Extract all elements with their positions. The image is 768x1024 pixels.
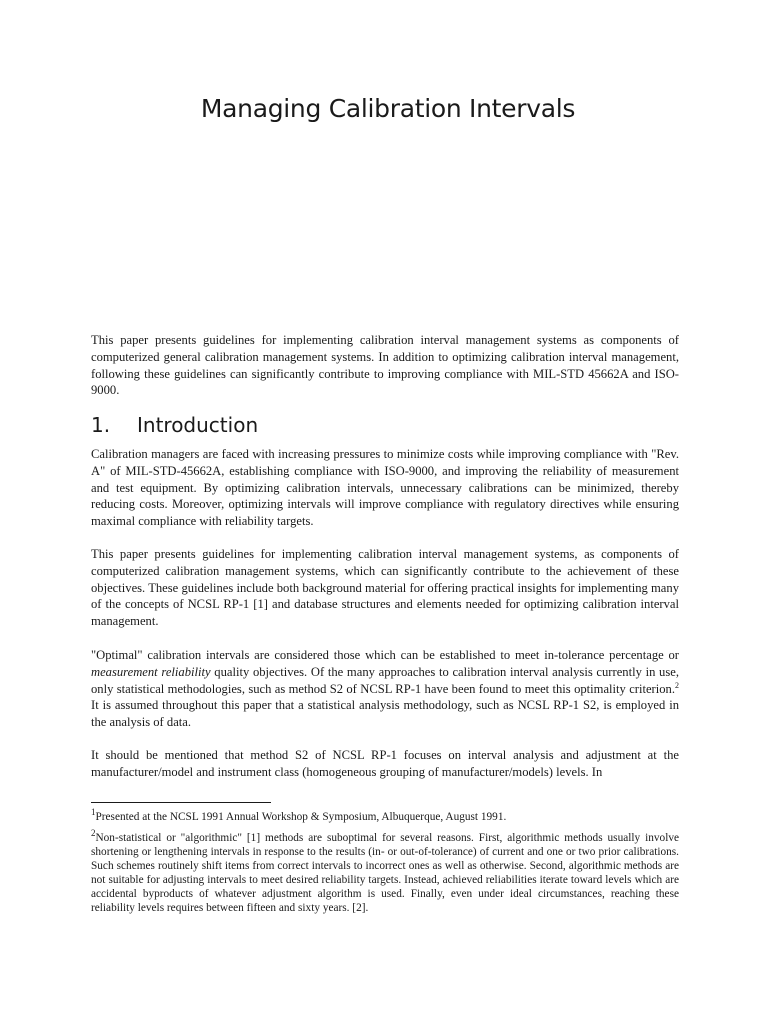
footnote-2 <box>91 828 679 915</box>
footnote-mark: 2 <box>91 828 96 839</box>
page-title: Managing Calibration Intervals <box>200 94 576 123</box>
intro-paragraph-2: This paper presents guidelines for implementing calibration interval management systems, as components of computerized calibration management systems, which can significantly contribute to the achievement of these objectives. These guidelines include both background material for offering practical insights for implementing many of the concepts of NCSL RP-1 [1] and database structures and elements needed for optimizing calibration interval management. <box>91 547 679 629</box>
intro-paragraph-1: Calibration managers are faced with increasing pressures to minimize costs while improving compliance with "Rev. A" of MIL-STD-45662A, establishing compliance with ISO-9000, and improving the reliability of measurement and test equipment. By optimizing calibration intervals, unnecessary calibrations can be minimized, thereby reducing costs. Moreover, optimizing intervals will improve compliance with regulatory directives while ensuring maximal compliance with reliability targets. <box>91 447 679 529</box>
footnote-1 <box>91 807 679 824</box>
footnote-reference[interactable]: 2 <box>675 680 679 690</box>
section-number: 1. <box>91 413 111 437</box>
emphasis-text: measurement reliability <box>91 664 211 679</box>
footnote-mark: 1 <box>91 807 96 818</box>
paragraph-text: "Optimal" calibration intervals are considered those which can be established to meet in-tolerance percentage or <box>91 648 679 662</box>
abstract-paragraph: This paper presents guidelines for implementing calibration interval management systems as components of computerized general calibration management systems. In addition to optimizing calibration interval management, following these guidelines can significantly contribute to improving compliance with MIL-STD 45662A and ISO-9000. <box>91 333 679 398</box>
footnote-text: Non-statistical or "algorithmic" [1] methods are suboptimal for several reasons. First, algorithmic methods usually involve shortening or lengthening intervals in response to the results (in- or out-of-tolerance) of current and one or two prior calibrations. Such schemes routinely shift items from correct intervals to incorrect ones as well as otherwise. Second, algorithmic methods are not suitable for adjusting intervals to meet desired reliability targets. Instead, achieved reliabilities iterate toward levels which are accidental byproducts of whatever adjustment algorithm is used. Finally, even under ideal circumstances, reaching these reliability levels requires between fifteen and sixty years. [2]. <box>91 832 679 914</box>
intro-paragraph-4: It should be mentioned that method S2 of NCSL RP-1 focuses on interval analysis and adjustment at the manufacturer/model and instrument class (homogeneous grouping of manufacturer/models) levels. In <box>91 748 679 779</box>
footnote-text: Presented at the NCSL 1991 Annual Workshop & Symposium, Albuquerque, August 1991. <box>95 811 507 823</box>
paragraph-text: quality objectives. Of the many approaches to calibration interval analysis currently in use, only statistical methodologies, such as method S2 of NCSL RP-1 have been found to meet this optimality criterion. <box>91 664 679 696</box>
section-title: Introduction <box>137 413 259 437</box>
footnote-divider <box>91 802 271 803</box>
intro-paragraph-3 <box>91 647 679 731</box>
paragraph-text: It is assumed throughout this paper that a statistical analysis methodology, such as NCSL RP-1 S2, is employed in the analysis of data. <box>91 698 679 730</box>
section-heading <box>91 413 258 437</box>
